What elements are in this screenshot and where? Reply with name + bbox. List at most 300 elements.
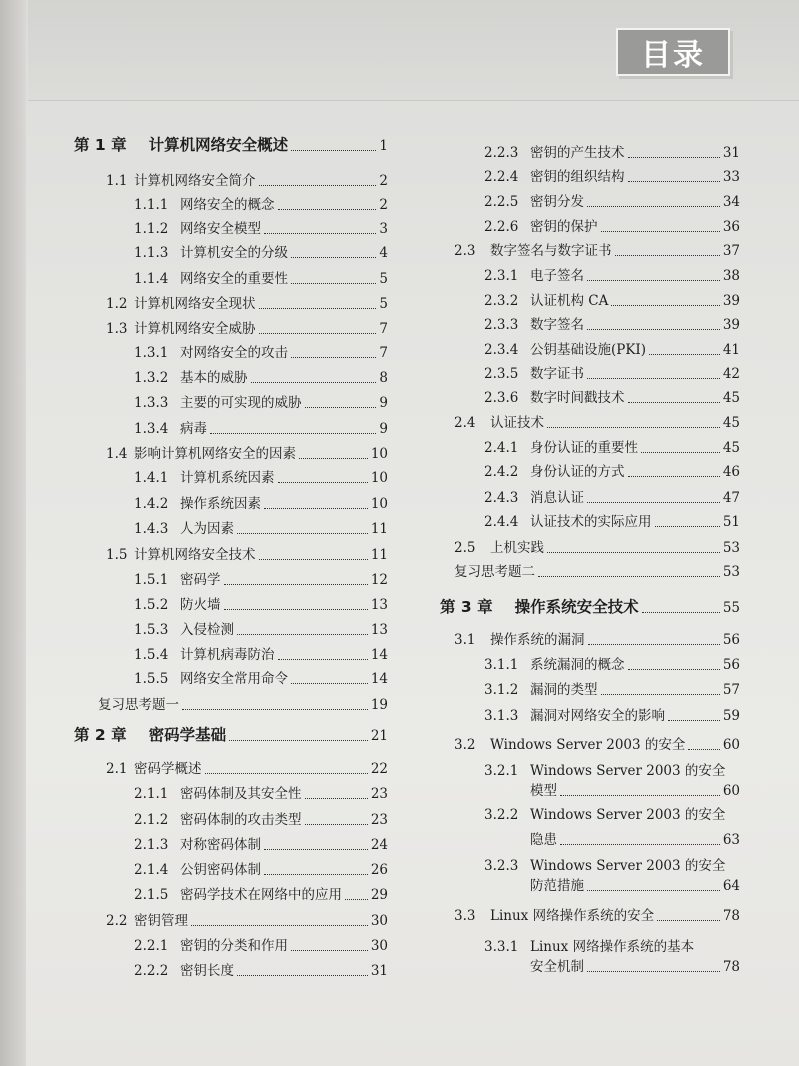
toc-entry: [440, 707, 740, 725]
toc-entry: [58, 670, 388, 688]
toc-entry: [440, 218, 740, 236]
toc-entry-page: 14: [370, 671, 388, 687]
dot-leader: [237, 974, 368, 976]
toc-title: 目录: [641, 38, 705, 73]
toc-entry-number: 第 3 章: [440, 598, 493, 616]
toc-entry: [58, 445, 388, 463]
toc-entry: [58, 886, 388, 904]
dot-leader: [299, 457, 368, 459]
toc-entry-number: 1.4: [106, 446, 128, 462]
dot-leader: [278, 481, 368, 483]
dot-leader: [237, 633, 368, 635]
dot-leader: [291, 256, 376, 258]
toc-entry-title: 公钥基础设施(PKI): [530, 342, 647, 358]
toc-entry: [440, 144, 740, 162]
toc-entry-number: 2.3.1: [484, 268, 519, 284]
toc-entry-title: 数字证书: [530, 366, 584, 382]
toc-entry-page: 34: [722, 194, 740, 210]
toc-entry-page: 60: [722, 783, 740, 799]
toc-entry-number: 1.3: [106, 321, 128, 337]
dot-leader: [601, 693, 720, 695]
toc-entry-page: 78: [722, 908, 740, 924]
toc-entry: [440, 489, 740, 507]
toc-entry-number: 2.2.1: [134, 938, 169, 954]
dot-leader: [628, 668, 720, 670]
toc-entry: [58, 520, 388, 538]
toc-entry-title: 系统漏洞的概念: [530, 657, 625, 673]
dot-leader: [547, 551, 720, 553]
toc-entry-number: 1.5.4: [134, 647, 169, 663]
toc-entry-title: 漏洞的类型: [530, 682, 598, 698]
toc-entry: [440, 762, 740, 780]
toc-entry-title: 密钥分发: [530, 194, 584, 210]
toc-entry: [58, 495, 388, 513]
toc-entry-page: 7: [379, 345, 388, 361]
toc-entry-number: 2.4.4: [484, 514, 519, 530]
toc-entry-number: 1.5.2: [134, 597, 169, 613]
toc-entry-number: 1.5.5: [134, 671, 169, 687]
toc-entry-title: 网络安全模型: [180, 221, 261, 237]
toc-entry-number: 2.1.4: [134, 862, 169, 878]
toc-entry-number: 1.3.3: [134, 395, 169, 411]
toc-entry-page: 57: [722, 682, 740, 698]
toc-entry-page: 45: [722, 390, 740, 406]
dot-leader: [560, 794, 720, 796]
toc-entry: [58, 369, 388, 387]
toc-entry: [440, 414, 740, 432]
dot-leader: [264, 232, 376, 234]
toc-entry-number: 1.2: [106, 296, 128, 312]
toc-entry-number: 2.2.6: [484, 219, 519, 235]
toc-entry-page: 9: [379, 395, 388, 411]
toc-entry-title: 基本的威胁: [180, 370, 248, 386]
dot-leader: [587, 889, 720, 891]
dot-leader: [278, 658, 368, 660]
toc-entry-number: 2.4: [454, 415, 476, 431]
toc-entry-page: 12: [370, 572, 388, 588]
toc-entry-page: 53: [722, 564, 740, 580]
toc-entry: [440, 907, 740, 925]
toc-entry-number: 2.4.3: [484, 490, 519, 506]
toc-entry-page: 13: [370, 622, 388, 638]
toc-entry-number: 2.2.3: [484, 145, 519, 161]
toc-entry-title: 网络安全的概念: [180, 197, 275, 213]
dot-leader: [688, 748, 719, 750]
toc-entry-number: 1.3.2: [134, 370, 169, 386]
toc-entry-page: 29: [370, 887, 388, 903]
toc-entry: [58, 912, 388, 930]
toc-entry-number: 3.3.1: [484, 939, 519, 955]
toc-entry: [58, 270, 388, 288]
toc-entry-title: 复习思考题二: [454, 564, 535, 580]
toc-entry: [58, 811, 388, 829]
toc-entry: [440, 341, 740, 359]
toc-entry-title: 数字签名与数字证书: [490, 243, 612, 259]
toc-chapter: [74, 136, 388, 155]
toc-entry-page: 23: [370, 812, 388, 828]
toc-entry: [58, 196, 388, 214]
toc-entry: [58, 344, 388, 362]
toc-entry-page: 37: [722, 243, 740, 259]
dot-leader: [587, 970, 720, 972]
toc-entry-number: 1.1.2: [134, 221, 169, 237]
toc-entry-title: 认证技术: [490, 415, 544, 431]
toc-entry-page: 7: [379, 321, 388, 337]
dot-leader: [259, 558, 368, 560]
toc-entry-page: 38: [722, 268, 740, 284]
dot-leader: [628, 475, 720, 477]
toc-entry-title: 计算机网络安全概述: [148, 136, 289, 154]
toc-entry-title: 对网络安全的攻击: [180, 345, 288, 361]
toc-entry-title: Linux 网络操作系统的安全: [490, 908, 655, 924]
toc-entry-page: 39: [722, 317, 740, 333]
toc-entry-title: Windows Server 2003 的安全: [530, 763, 726, 779]
toc-entry: [58, 394, 388, 412]
toc-entry-page: 31: [370, 963, 388, 979]
toc-entry-title: 上机实践: [490, 540, 544, 556]
dot-leader: [182, 708, 368, 710]
toc-entry: [440, 681, 740, 699]
toc-entry: [440, 463, 740, 481]
toc-entry-number: 第 1 章: [74, 136, 127, 154]
toc-entry-page: 30: [370, 938, 388, 954]
toc-entry: [58, 596, 388, 614]
toc-entry: [58, 420, 388, 438]
toc-entry-title: 病毒: [180, 421, 207, 437]
toc-entry-page: 23: [370, 786, 388, 802]
toc-entry-page: 55: [722, 600, 740, 616]
toc-entry-number: 3.1: [454, 632, 476, 648]
toc-entry: [58, 937, 388, 955]
toc-entry: [440, 857, 740, 875]
dot-leader: [587, 501, 720, 503]
toc-entry: [440, 563, 740, 581]
toc-entry-title: 主要的可实现的威胁: [180, 395, 302, 411]
toc-entry-page: 78: [722, 959, 740, 975]
toc-entry-page: 45: [722, 440, 740, 456]
dot-leader: [538, 575, 720, 577]
toc-entry-title: 密钥长度: [180, 963, 234, 979]
toc-entry-title: 漏洞对网络安全的影响: [530, 708, 665, 724]
toc-entry-number: 1.1: [106, 173, 128, 189]
dot-leader: [224, 583, 368, 585]
toc-entry-number: 第 2 章: [74, 726, 127, 744]
toc-entry-title: 影响计算机网络安全的因素: [134, 446, 296, 462]
toc-entry: [440, 656, 740, 674]
toc-entry-title: 网络安全常用命令: [180, 671, 288, 687]
toc-entry: [440, 316, 740, 334]
toc-entry-page: 41: [722, 342, 740, 358]
toc-entry-title: 密码学基础: [148, 726, 227, 744]
toc-entry-title: 密码体制的攻击类型: [180, 812, 302, 828]
toc-entry-page: 36: [722, 219, 740, 235]
dot-leader: [668, 719, 720, 721]
dot-leader: [259, 332, 377, 334]
toc-entry-number: 1.3.1: [134, 345, 169, 361]
spine-shadow: [0, 0, 26, 1066]
toc-entry-page: 64: [722, 878, 740, 894]
dot-leader: [601, 230, 720, 232]
toc-entry-page: 10: [370, 470, 388, 486]
dot-leader: [642, 611, 720, 613]
toc-entry: [440, 513, 740, 531]
dot-leader: [345, 898, 368, 900]
toc-entry-page: 21: [370, 728, 388, 744]
toc-entry: [58, 646, 388, 664]
toc-entry: [440, 631, 740, 649]
toc-entry-number: 2.3.6: [484, 390, 519, 406]
toc-entry-title: 密码体制及其安全性: [180, 786, 302, 802]
toc-entry-number: 3.3: [454, 908, 476, 924]
dot-leader: [251, 381, 377, 383]
dot-leader: [264, 848, 368, 850]
toc-entry-page: 9: [379, 421, 388, 437]
toc-entry-title-cont: 模型: [530, 783, 557, 799]
toc-entry-page: 53: [722, 540, 740, 556]
toc-entry-page: 24: [370, 837, 388, 853]
toc-entry-continuation: [440, 782, 740, 800]
toc-entry: [58, 320, 388, 338]
toc-entry-title: 对称密码体制: [180, 837, 261, 853]
toc-entry-number: 3.1.3: [484, 708, 519, 724]
toc-entry-number: 1.3.4: [134, 421, 169, 437]
toc-entry: [440, 242, 740, 260]
toc-entry-title: 密钥的组织结构: [530, 169, 625, 185]
toc-entry-page: 56: [722, 657, 740, 673]
dot-leader: [611, 304, 719, 306]
toc-entry-page: 4: [379, 245, 388, 261]
toc-entry-number: 3.2.3: [484, 858, 519, 874]
toc-entry-number: 1.5.1: [134, 572, 169, 588]
toc-entry-title: 认证机构 CA: [530, 293, 609, 309]
toc-entry-page: 3: [379, 221, 388, 237]
toc-entry-number: 2.3: [454, 243, 476, 259]
toc-entry-page: 5: [379, 271, 388, 287]
toc-entry: [58, 962, 388, 980]
dot-leader: [547, 426, 720, 428]
toc-entry-number: 3.2.1: [484, 763, 519, 779]
toc-chapter: [74, 726, 388, 745]
dot-leader: [615, 254, 720, 256]
dot-leader: [291, 682, 368, 684]
toc-entry: [440, 736, 740, 754]
toc-entry-number: 2.3.2: [484, 293, 519, 309]
toc-entry-page: 45: [722, 415, 740, 431]
toc-entry-page: 26: [370, 862, 388, 878]
toc-entry-title-cont: 防范措施: [530, 878, 584, 894]
toc-entry-page: 11: [370, 521, 388, 537]
toc-entry-title: 计算机系统因素: [180, 470, 275, 486]
toc-entry-page: 13: [370, 597, 388, 613]
dot-leader: [291, 949, 368, 951]
toc-entry-title: 防火墙: [180, 597, 221, 613]
dot-leader: [641, 451, 720, 453]
toc-entry-title: 数字时间戳技术: [530, 390, 625, 406]
toc-entry-page: 46: [722, 464, 740, 480]
toc-entry: [440, 539, 740, 557]
toc-entry-number: 2.3.4: [484, 342, 519, 358]
toc-entry-number: 2.1: [106, 761, 128, 777]
toc-entry-number: 3.1.1: [484, 657, 519, 673]
toc-entry-number: 1.1.4: [134, 271, 169, 287]
toc-entry-title: 密钥的保护: [530, 219, 598, 235]
dot-leader: [305, 823, 368, 825]
toc-entry: [58, 546, 388, 564]
toc-entry-title: 密码学: [180, 572, 221, 588]
toc-entry-title: 密钥的分类和作用: [180, 938, 288, 954]
toc-entry-title: 密码学技术在网络中的应用: [180, 887, 342, 903]
toc-entry-page: 60: [722, 737, 740, 753]
toc-entry-number: 2.3.3: [484, 317, 519, 333]
dot-leader: [587, 328, 720, 330]
toc-entry-title: 身份认证的方式: [530, 464, 625, 480]
toc-chapter: [440, 598, 740, 617]
toc-entry-title-cont: 安全机制: [530, 959, 584, 975]
toc-entry-number: 1.1.3: [134, 245, 169, 261]
toc-entry-title: 消息认证: [530, 490, 584, 506]
toc-entry: [58, 469, 388, 487]
toc-entry-title: 计算机安全的分级: [180, 245, 288, 261]
toc-entry: [440, 439, 740, 457]
toc-entry: [58, 244, 388, 262]
toc-entry-page: 22: [370, 761, 388, 777]
toc-entry-number: 2.2.4: [484, 169, 519, 185]
toc-entry-number: 2.2: [106, 913, 128, 929]
toc-entry-title: 计算机网络安全简介: [134, 173, 256, 189]
dot-leader: [588, 643, 720, 645]
toc-entry-page: 31: [722, 145, 740, 161]
toc-entry-title: Windows Server 2003 的安全: [530, 807, 726, 823]
toc-entry: [440, 193, 740, 211]
toc-entry-page: 2: [379, 197, 388, 213]
toc-entry-title: 认证技术的实际应用: [530, 514, 652, 530]
toc-entry-page: 19: [370, 697, 388, 713]
toc-entry-number: 3.2: [454, 737, 476, 753]
toc-entry-title: 操作系统的漏洞: [490, 632, 585, 648]
toc-entry: [440, 292, 740, 310]
toc-entry-page: 5: [379, 296, 388, 312]
toc-entry: [58, 760, 388, 778]
toc-entry-title: 身份认证的重要性: [530, 440, 638, 456]
toc-entry-number: 2.2.5: [484, 194, 519, 210]
dot-leader: [229, 739, 368, 741]
toc-entry-title: 电子签名: [530, 268, 584, 284]
toc-entry-page: 47: [722, 490, 740, 506]
toc-entry-page: 1: [379, 138, 388, 154]
dot-leader: [628, 401, 720, 403]
toc-entry-number: 3.1.2: [484, 682, 519, 698]
dot-leader: [205, 772, 368, 774]
toc-entry: [58, 172, 388, 190]
toc-entry-title: 计算机网络安全威胁: [134, 321, 256, 337]
toc-entry-page: 30: [370, 913, 388, 929]
toc-entry-continuation: [440, 877, 740, 895]
toc-entry-title: 操作系统安全技术: [514, 598, 639, 616]
toc-entry-page: 14: [370, 647, 388, 663]
toc-entry: [58, 295, 388, 313]
toc-entry-title: 计算机病毒防治: [180, 647, 275, 663]
toc-entry-page: 56: [722, 632, 740, 648]
toc-entry: [58, 785, 388, 803]
dot-leader: [210, 432, 376, 434]
toc-entry-number: 2.1.5: [134, 887, 169, 903]
toc-entry-number: 2.2.2: [134, 963, 169, 979]
toc-entry-number: 1.4.2: [134, 496, 169, 512]
toc-entry-number: 3.2.2: [484, 807, 519, 823]
toc-entry-page: 63: [722, 832, 740, 848]
toc-entry-number: 1.4.3: [134, 521, 169, 537]
dot-leader: [278, 208, 377, 210]
dot-leader: [291, 282, 376, 284]
dot-leader: [237, 532, 368, 534]
dot-leader: [264, 507, 368, 509]
toc-entry-title: 公钥密码体制: [180, 862, 261, 878]
toc-entry-number: 2.4.1: [484, 440, 519, 456]
dot-leader: [657, 919, 720, 921]
toc-entry-continuation: [440, 958, 740, 976]
toc-entry-page: 42: [722, 366, 740, 382]
toc-entry: [440, 806, 740, 824]
toc-entry-title: 操作系统因素: [180, 496, 261, 512]
toc-entry: [440, 267, 740, 285]
toc-entry-page: 10: [370, 446, 388, 462]
toc-entry-title: Linux 网络操作系统的基本: [530, 939, 695, 955]
toc-entry-continuation: [440, 831, 740, 849]
dot-leader: [560, 843, 720, 845]
toc-entry-page: 8: [379, 370, 388, 386]
toc-entry-number: 1.1.1: [134, 197, 169, 213]
dot-leader: [291, 356, 376, 358]
toc-entry-page: 11: [370, 547, 388, 563]
toc-entry-title: 计算机网络安全现状: [134, 296, 256, 312]
dot-leader: [628, 180, 720, 182]
dot-leader: [628, 156, 720, 158]
dot-leader: [191, 924, 368, 926]
dot-leader: [264, 873, 368, 875]
toc-entry-title: Windows Server 2003 的安全: [490, 737, 686, 753]
dot-leader: [587, 377, 720, 379]
toc-entry-title: 入侵检测: [180, 622, 234, 638]
dot-leader: [587, 205, 720, 207]
toc-entry-number: 2.3.5: [484, 366, 519, 382]
toc-entry-title: 密钥的产生技术: [530, 145, 625, 161]
toc-entry: [58, 696, 388, 714]
toc-entry-page: 39: [722, 293, 740, 309]
toc-entry-title: 网络安全的重要性: [180, 271, 288, 287]
toc-entry: [58, 836, 388, 854]
toc-entry-page: 51: [722, 514, 740, 530]
dot-leader: [224, 608, 368, 610]
dot-leader: [587, 279, 720, 281]
toc-entry-number: 1.5.3: [134, 622, 169, 638]
toc-entry-title-cont: 隐患: [530, 832, 557, 848]
toc-entry: [58, 220, 388, 238]
toc-entry-page: 59: [722, 708, 740, 724]
toc-title-box: [616, 28, 730, 76]
toc-entry-title: 数字签名: [530, 317, 584, 333]
toc-entry: [440, 365, 740, 383]
toc-entry-number: 2.1.1: [134, 786, 169, 802]
toc-entry-title: 人为因素: [180, 521, 234, 537]
toc-entry: [58, 571, 388, 589]
toc-entry: [440, 389, 740, 407]
toc-entry-number: 1.5: [106, 547, 128, 563]
toc-entry: [58, 861, 388, 879]
toc-entry-number: 2.1.3: [134, 837, 169, 853]
toc-entry-number: 2.5: [454, 540, 476, 556]
toc-entry-number: 1.4.1: [134, 470, 169, 486]
toc-entry-title: 计算机网络安全技术: [134, 547, 256, 563]
